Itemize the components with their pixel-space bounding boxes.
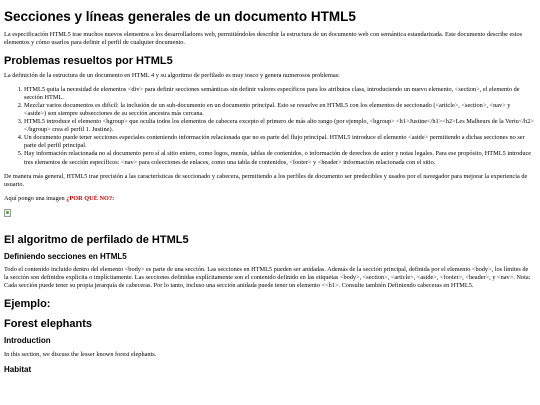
forest-elephants-heading: Forest elephants (4, 318, 93, 331)
algorithm-heading: El algoritmo de perfilado de HTML5 (4, 233, 189, 246)
problems-lead: La definición de la estructura de un documento en HTML 4 y su algoritmo de perfilado es muy tosco y genera numerosos problemas: (4, 72, 340, 80)
introduction-heading: Introduction (4, 336, 51, 346)
defining-sections-heading: Definiendo secciones en HTML5 (4, 251, 127, 261)
list-item: 5. Hay información relacionada no al documento pero sí al sitio entero, como logos, menús, tablas de contenidos, o información de derechos de autor y notas legales. Para ese propósito, HTML5 introduce tres elementos de sección específicos: <nav> para colecciones de enlaces, como una tabla de contenidos, <footer> y <header> información relacionada con el sitio. (24, 150, 534, 166)
algorithm-body: Todo el contenido incluido dentro del elemento <body> es parte de una sección. Las secciones en HTML5 pueden ser anidadas. Además de la sección principal, definida por el elemento <body>, los límites de la sección son definidos explícita o implícitamente. Las secciones definidas explícitamente son el contenido definido en las etiquetas <body>, <section>, <article>, <aside>, <footer>, <header>, y <nav>. Nota: Cada sección puede tener su propia jerarquía de cabeceras. Por lo tanto, incluso una sección anidada puede tener un elemento <<h1>. Consulte también Definiendo cabeceras en HTML5. (4, 266, 531, 290)
list-item: 4. Un documento puede tener secciones especiales conteniendo información relacionada que no es parte del flujo principal. HTML5 introduce el elemento <aside> permitiendo a dichas secciones no ser parte del perfil principal. (24, 134, 534, 150)
problems-list (4, 86, 534, 166)
broken-image-icon (4, 209, 11, 217)
problems-heading: Problemas resueltos por HTML5 (4, 54, 173, 67)
list-item: 3. HTML5 introduce el elemento <hgroup> que oculta todos los elementos de cabecera excepto el primero de más alto rango (por ejemplo, <hgroup> <h1>Justine</h1><h2>Les Malheurs de la Vertu</h2></hgroup> crea el perfil 1. Justine). (24, 118, 534, 134)
list-item: 1. HTML5 quita la necesidad de elementos <div> para definir secciones semánticas sin definir valores específicos para los atributos class, introduciendo un nuevo elemento, <section>, el elemento de sección HTML. (24, 86, 534, 102)
introduction-body: In this section, we discuss the lesser known forest elephants. (4, 350, 157, 358)
image-caption-text: Aquí pongo una imagen (4, 194, 67, 202)
page-title: Secciones y líneas generales de un documento HTML5 (4, 9, 356, 24)
why-not-link[interactable]: ¿POR QUÉ NO?: (66, 194, 115, 202)
problems-summary: De manera más general, HTML5 trae precisión a las características de seccionado y cabecera, permitiendo a los perfiles de documento ser predecibles y usados por el navegador para mejorar la experiencia de usuario. (4, 172, 528, 188)
example-heading: Ejemplo: (4, 298, 51, 311)
list-item: 2. Mezclar varios documentos es difícil: la inclusión de un sub-documento en un documento principal. Esto se resuelve en HTML5 con los elementos de seccionado (<article>, <section>, <nav> y <aside>) son siempre subsecciones de su sección ancestra más cercana. (24, 102, 534, 118)
intro-paragraph: La especificación HTML5 trae muchos nuevos elementos a los desarrolladores web, permitiéndoles describir la estructura de un documento web con semántica estandarizada. Este documento describe estos elementos y cómo usarlos para definir el perfil de cualquier documento. (4, 30, 523, 46)
image-caption (4, 195, 534, 203)
habitat-heading: Habitat (4, 364, 32, 374)
